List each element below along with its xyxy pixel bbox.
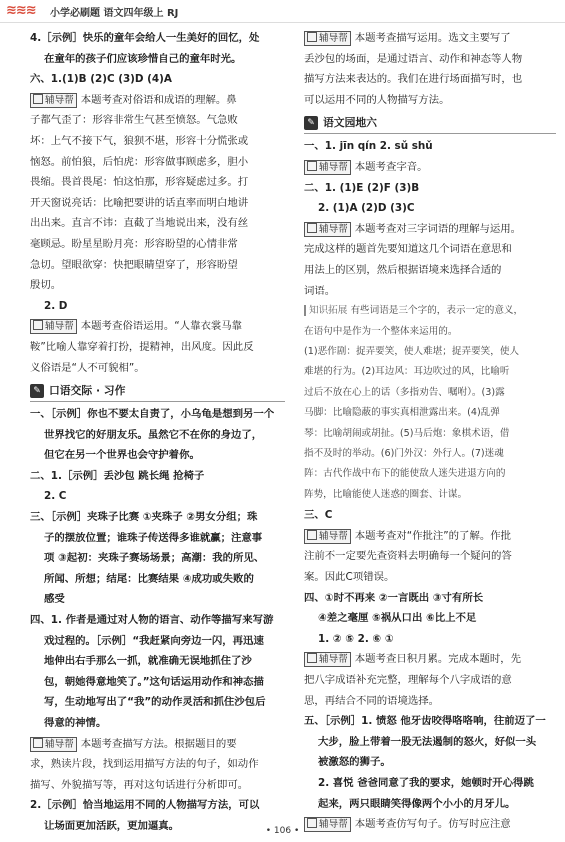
book-icon	[33, 320, 43, 330]
tutor-tag: 辅导帮	[30, 93, 77, 108]
book-icon	[307, 653, 317, 663]
answer-line: 得意的神情。	[44, 717, 107, 729]
answer-line: 描写方法来表达的。我们在进行场面描写时，也	[304, 73, 523, 86]
page-number: • 106 •	[265, 826, 300, 836]
book-icon	[33, 738, 43, 748]
answer-line: 辅导帮 本题考查对三字词语的理解与运用。	[304, 219, 556, 240]
brand-logo: ≋≋≋	[6, 3, 36, 18]
answer-line: 四、1. 作者是通过对人物的语言、动作等描写来写游	[30, 614, 274, 627]
answer-line: 让场面更加活跃，更加逼真。	[44, 819, 180, 832]
answer-line: 辅导帮 本题考查描写方法。根据题目的要	[30, 734, 285, 755]
answer-line: 恼怒。前怕狼，后怕虎：形容做事顾虑多，胆小	[30, 155, 249, 168]
answer-line: 二、1. (1)E (2)F (3)B	[304, 181, 420, 194]
answer-line: 但它在另一个世界也会守护着你。	[44, 449, 200, 462]
tutor-tag: 辅导帮	[304, 222, 351, 237]
section-heading	[304, 113, 556, 134]
answer-line: 用法上的区别，然后根据语境来选择合适的	[304, 263, 502, 276]
answer-line: 2.［示例］恰当地运用不同的人物描写方法，可以	[30, 799, 260, 812]
answer-line: 辅导帮 本题考查对俗语和成语的理解。鼻	[30, 90, 285, 111]
answer-line: (1)恶作剧：捉弄要笑，使人难堪；捉弄要笑，使人	[304, 345, 520, 357]
answer-line: 完成这样的题首先要知道这几个词语在意思和	[304, 243, 512, 256]
answer-line: 鞍”比喻人靠穿着打扮，提精神，出风度。因此反	[30, 340, 254, 353]
answer-line: 戏过程的。［示例］“我赶紧向旁边一闪，再迅速	[44, 634, 264, 647]
answer-line: 4.［示例］快乐的童年会给人一生美好的回忆，处	[30, 32, 260, 44]
answer-line: 求，熟读片段，找到运用描写方法的句子，如动作	[30, 758, 259, 771]
book-icon	[307, 161, 317, 171]
answer-line: 一、［示例］你也不要太自责了，小乌龟是想到另一个	[30, 408, 275, 421]
answer-line: 辅导帮 本题考查日积月累。完成本题时，先	[304, 649, 556, 670]
answer-line: ④差之毫厘 ⑤祸从口出 ⑥比上不足	[318, 612, 477, 625]
answer-line: 六、1.(1)B (2)C (3)D (4)A	[30, 73, 172, 86]
answer-line: 出出来。直言不讳：直截了当地说出来，没有丝	[30, 217, 249, 230]
answer-line: 琴：比喻胡闹或胡扯。(5)马后炮：象棋术语，借	[304, 427, 510, 439]
answer-line: 辅导帮 本题考查字音。	[304, 157, 556, 178]
answer-line: 马脚：比喻隐蔽的事实真相泄露出来。(4)乱弹	[304, 407, 500, 419]
answer-line: 难堪的行为。(2)耳边风：耳边吹过的风，比喻听	[304, 366, 510, 378]
answer-line: 阵：古代作战中布下的能使敌人迷失进退方向的	[304, 468, 506, 480]
section-icon: ✎	[30, 384, 44, 398]
answer-line: 辅导帮 本题考查描写运用。选文主要写了	[304, 28, 556, 49]
answer-line: 2. (1)A (2)D (3)C	[318, 202, 415, 215]
knowledge-tag: 知识拓展	[304, 305, 350, 316]
answer-line: 所闻、所想；结尾：比赛结果 ④成功或失败的	[44, 572, 254, 585]
answer-line: 急切。望眼欲穿：快把眼睛望穿了，形容盼望	[30, 258, 238, 271]
answer-line: 指不及时的举动。(6)门外汉：外行人。(7)迷魂	[304, 447, 504, 459]
book-icon	[33, 94, 43, 104]
right-column	[304, 28, 556, 835]
section-icon: ✎	[304, 116, 318, 130]
answer-line: 在童年的孩子们应该珍惜自己的童年时光。	[44, 52, 242, 65]
answer-line: 注前不一定要先查资料去明确每一个疑问的答	[304, 550, 512, 563]
answer-line: 感受	[44, 593, 65, 606]
section-heading	[30, 381, 285, 402]
answer-line: 可以运用不同的人物描写方法。	[304, 93, 450, 106]
page-header	[0, 0, 565, 23]
book-icon	[307, 530, 317, 540]
answer-line: 一、1. jīn qín 2. sǔ shǔ	[304, 140, 433, 153]
tutor-tag: 辅导帮	[30, 319, 77, 334]
answer-line: 知识拓展 有些词语是三个字的，表示一定的意义，	[304, 301, 556, 321]
answer-line: 起来，两只眼睛笑得像两个小小的月牙儿。	[318, 797, 516, 810]
answer-line: 二、1.［示例］丢沙包 跳长绳 抢椅子	[30, 469, 205, 482]
answer-line: 描写、外貌描写等，再对这句话进行分析即可。	[30, 778, 249, 791]
tutor-tag: 辅导帮	[304, 31, 351, 46]
answer-line: 写，生动地写出了“我”的动作灵活和抓住沙包后	[44, 696, 266, 709]
answer-line: 辅导帮 本题考查对“作批注”的了解。作批	[304, 526, 556, 547]
answer-line: 五、［示例］1. 愤怒 他牙齿咬得咯咯响，往前迈了一	[304, 715, 546, 728]
answer-line: 阵势，比喻能使人迷惑的圈套、计谋。	[304, 488, 468, 500]
answer-line: 大步，脸上带着一股无法遏制的怒火，好似一头	[318, 735, 537, 748]
book-icon	[307, 223, 317, 233]
section-title: 口语交际 · 习作	[49, 383, 126, 397]
answer-line: 子都气歪了：形容非常生气甚至愤怒。气急败	[30, 114, 238, 127]
answer-line: 畏缩。畏首畏尾：怕这怕那，形容疑虑过多。打	[30, 176, 249, 189]
tutor-tag: 辅导帮	[304, 529, 351, 544]
answer-line: 四、①时不再来 ②一言既出 ③寸有所长	[304, 591, 484, 604]
answer-line: 子的摆放位置；谁珠子传送得多谁就赢；注意事	[44, 531, 263, 544]
answer-line: 案。因此C项错误。	[304, 570, 395, 583]
book-icon	[307, 32, 317, 42]
book-title: 小学必刷题 语文四年级上 RJ	[50, 7, 179, 19]
answer-line: 过后不放在心上的话（多指劝告、嘱咐）。(3)露	[304, 386, 505, 398]
answer-line: 辅导帮 本题考查俗语运用。“人靠衣裳马靠	[30, 316, 285, 337]
tutor-tag: 辅导帮	[30, 737, 77, 752]
tutor-tag: 辅导帮	[304, 160, 351, 175]
tutor-tag: 辅导帮	[304, 817, 351, 832]
answer-line: 毫顾忌。盼星星盼月亮：形容盼望的心情非常	[30, 237, 238, 250]
tutor-tag: 辅导帮	[304, 652, 351, 667]
answer-line: 殷切。	[30, 279, 62, 292]
answer-line: 坏：上气不接下气，狼狈不堪，形容十分慌张或	[30, 134, 249, 147]
answer-line: 地伸出右手那么一抓，就准确无误地抓住了沙	[44, 655, 252, 668]
left-column	[30, 28, 285, 837]
answer-line: 丢沙包的场面，是通过语言、动作和神态等人物	[304, 52, 523, 65]
answer-line: 三、C	[304, 509, 333, 522]
answer-line: 包，朝她得意地笑了。”这句话运用动作和神态描	[44, 675, 264, 688]
answer-line: 思，再结合不同的语境选择。	[304, 694, 440, 707]
section-title: 语文园地六	[323, 116, 377, 130]
answer-line: 1. ② ⑤ 2. ⑥ ①	[318, 632, 394, 645]
answer-line: 词语。	[304, 284, 336, 297]
answer-line: 把八字成语补充完整，理解每个八字成语的意	[304, 673, 512, 686]
answer-line: 三、［示例］夹珠子比赛 ①夹珠子 ②男女分组；珠	[30, 511, 258, 524]
answer-line: 被激怒的狮子。	[318, 756, 391, 769]
answer-line: 开天窗说亮话：比喻把要讲的话直率而明白地讲	[30, 196, 249, 209]
answer-line: 义俗语是“人不可貌相”。	[30, 361, 145, 374]
answer-line: 世界找它的好朋友乐。虽然它不在你的身边了，	[44, 428, 263, 441]
answer-line: 在语句中是作为一个整体来运用的。	[304, 325, 458, 337]
answer-line: 2. D	[44, 299, 68, 312]
answer-line: 辅导帮 本题考查仿写句子。仿写时应注意	[304, 814, 556, 835]
answer-line: 2. 喜悦 爸爸同意了我的要求，她顿时开心得跳	[318, 776, 534, 789]
answer-line: 项 ③起初：夹珠子赛场场景；高潮：我的所见、	[44, 552, 265, 565]
answer-line: 2. C	[44, 490, 67, 503]
